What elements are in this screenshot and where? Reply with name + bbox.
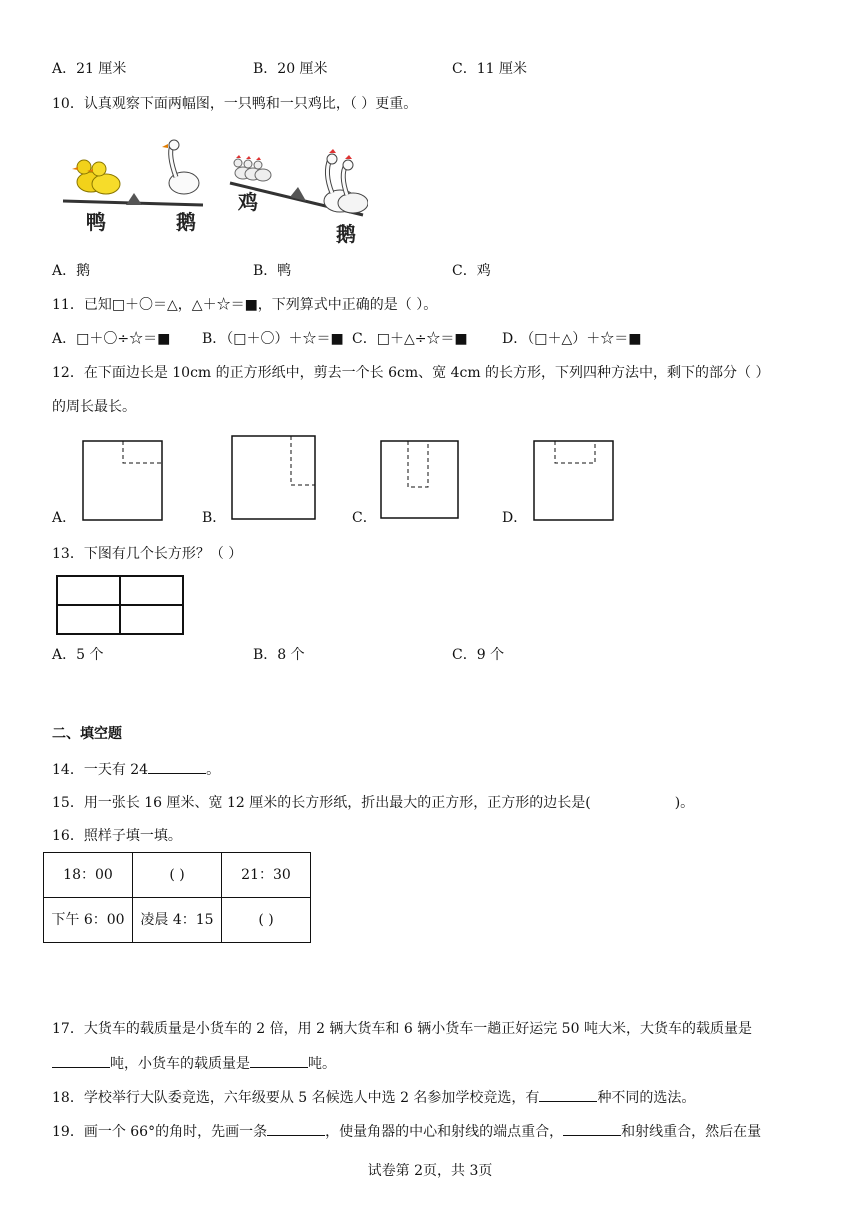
- table-cell: 凌晨 4：15: [133, 898, 222, 943]
- q12-option-d: D．: [502, 510, 528, 526]
- q9-option-b: B．20 厘米: [253, 61, 328, 77]
- q13-rectangles-figure: [56, 575, 186, 637]
- q13-option-c: C．9 个: [452, 647, 505, 663]
- label-chicken: 鸡: [238, 190, 258, 214]
- label-duck: 鸭: [86, 210, 106, 234]
- q15-text: 15．用一张长 16 厘米、宽 12 厘米的长方形纸，折出最大的正方形，正方形的边长是(: [52, 795, 591, 811]
- section-heading: 二、填空题: [52, 726, 122, 742]
- q10-text: 10．认真观察下面两幅图，一只鸭和一只鸡比，（ ）更重。: [52, 96, 418, 112]
- q17-blank-2[interactable]: [250, 1053, 308, 1068]
- q10-option-a: A．鹅: [52, 263, 91, 279]
- q11-text: 11．已知□＋〇＝△，△＋☆＝■，下列算式中正确的是（ ）。: [52, 297, 438, 313]
- q13-option-b: B．8 个: [253, 647, 305, 663]
- q19-blank-2[interactable]: [563, 1121, 621, 1136]
- q17-text-end: 吨。: [308, 1056, 336, 1072]
- q12-figure-a: [82, 440, 164, 522]
- q11-option-d: D．（□＋△）＋☆＝■: [502, 331, 642, 347]
- q12-figure-b: [231, 435, 317, 521]
- q14-end: 。: [206, 762, 221, 778]
- q19-text: 19．画一个 66°的角时，先画一条: [52, 1124, 268, 1140]
- q12-option-c: C．: [352, 510, 377, 526]
- q19-line: [52, 1121, 761, 1142]
- q11-option-c: C．□＋△÷☆＝■: [352, 331, 468, 347]
- q17-blank-1[interactable]: [52, 1053, 110, 1068]
- table-row: [44, 898, 311, 943]
- q18-text: 18．学校举行大队委竞选，六年级要从 5 名候选人中选 2 名参加学校竞选，有: [52, 1090, 540, 1106]
- q14-blank[interactable]: [148, 759, 206, 774]
- q12-text-line1: 12．在下面边长是 10cm 的正方形纸中，剪去一个长 6cm、宽 4cm 的长方形，下列四种方法中，剩下的部分（ ）: [52, 365, 770, 381]
- table-cell: 下午 6：00: [44, 898, 133, 943]
- q19-text-end: 和射线重合，然后在量: [621, 1124, 762, 1140]
- q17-text-line1: 17．大货车的载质量是小货车的 2 倍，用 2 辆大货车和 6 辆小货车一趟正好运完 50 吨大米，大货车的载质量是: [52, 1021, 752, 1037]
- q15-end: )。: [674, 795, 695, 811]
- q14-line: [52, 759, 220, 780]
- q11-option-b: B．（□＋〇）＋☆＝■: [202, 331, 344, 347]
- q13-text: 13．下图有几个长方形？（ ）: [52, 546, 243, 562]
- q12-option-b: B．: [202, 510, 227, 526]
- seesaw-left-image: [63, 140, 203, 234]
- q17-line2: [52, 1053, 336, 1074]
- label-goose-2: 鹅: [336, 222, 356, 246]
- q11-option-a: A．□＋〇÷☆＝■: [52, 331, 171, 347]
- q18-blank[interactable]: [539, 1087, 597, 1102]
- q12-text-line2: 的周长最长。: [52, 399, 136, 415]
- label-goose-1: 鹅: [176, 210, 196, 234]
- table-cell-blank[interactable]: ( ): [222, 898, 311, 943]
- table-row: [44, 853, 311, 898]
- time-conversion-table: [43, 852, 311, 943]
- q9-option-c: C．11 厘米: [452, 61, 527, 77]
- q9-option-a: A．21 厘米: [52, 61, 127, 77]
- seesaw-right-image: [230, 149, 368, 246]
- q12-option-a: A．: [52, 510, 77, 526]
- q15-line: [52, 793, 694, 813]
- q18-line: [52, 1087, 695, 1108]
- q16-text: 16．照样子填一填。: [52, 828, 182, 844]
- q12-figure-d: [533, 440, 615, 522]
- table-cell-blank[interactable]: ( ): [133, 853, 222, 898]
- q19-text-mid: ，使量角器的中心和射线的端点重合，: [325, 1124, 564, 1140]
- q12-figure-c: [380, 440, 460, 520]
- q17-text-mid: 吨，小货车的载质量是: [110, 1056, 250, 1072]
- table-cell: 18：00: [44, 853, 133, 898]
- q13-option-a: A．5 个: [52, 647, 104, 663]
- q10-option-b: B．鸭: [253, 263, 292, 279]
- q10-balance-figure: [58, 135, 368, 247]
- q14-text: 14．一天有 24: [52, 762, 149, 778]
- table-cell: 21：30: [222, 853, 311, 898]
- q10-option-c: C．鸡: [452, 263, 491, 279]
- page-footer: 试卷第 2页，共 3页: [367, 1163, 493, 1179]
- q19-blank-1[interactable]: [267, 1121, 325, 1136]
- q18-end: 种不同的选法。: [597, 1090, 696, 1106]
